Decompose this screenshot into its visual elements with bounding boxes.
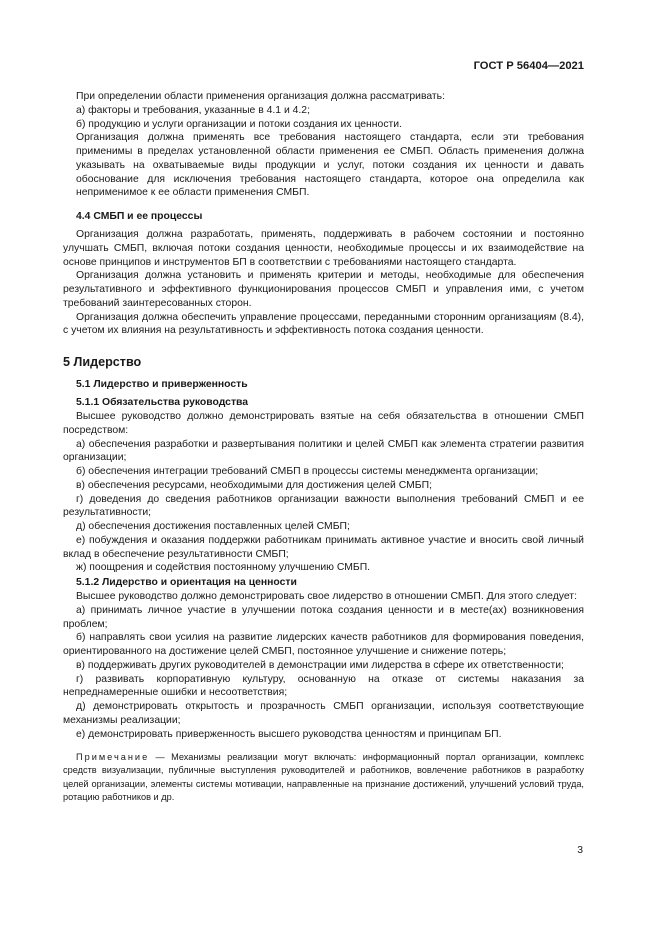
list-item: Высшее руководство должно демонстрировать взятые на себя обязательства в отношении СМБП посредством:: [63, 411, 584, 436]
list-item: а) факторы и требования, указанные в 4.1 и 4.2;: [76, 104, 310, 116]
paragraph: Организация должна применять все требования настоящего стандарта, если эти требования применимы в пределах установленной области применения ее СМБП. Область применения должна указывать на охватываемые виды продукции и услуг, потоки создания их ценности и давать обоснование для исключения требования настоящего стандарта, которое она определила как неприменимое к ее области применения СМБП.: [76, 132, 584, 199]
subsection-heading: 5.1.2 Лидерство и ориентация на ценности: [76, 577, 297, 588]
page-number: 3: [577, 845, 583, 856]
leadership-list: [63, 590, 584, 741]
list-item: д) обеспечения достижения поставленных целей СМБП;: [76, 521, 350, 532]
list-item: г) доведения до сведения работников организации важности выполнения требований СМБП и ее результативности;: [63, 493, 584, 519]
list-item: а) принимать личное участие в улучшении потока создания ценности и в месте(ах) возникновения проблем;: [63, 604, 584, 630]
list-item: б) обеспечения интеграции требований СМБП в процессы системы менеджмента организации;: [76, 466, 539, 477]
list-item: е) демонстрировать приверженность высшего руководства ценностям и принципам БП.: [76, 728, 502, 740]
list-item: в) поддерживать других руководителей в демонстрации ими лидерства в сфере их ответственности;: [76, 659, 564, 671]
list-item: б) направлять свои усилия на развитие лидерских качеств работников для формирования поведения, ориентированного на достижение целей СМБП, постоянное улучшение и снижение потерь;: [63, 632, 584, 657]
note-text: — Механизмы реализации могут включать: информационный портал организации, комплекс средств визуализации, публичные выступления руководителей и работников, вовлечение работников в разработку целей организации, элементы системы мотивации, направленные на признание достижений, улучшений условий труда, ротацию работников и др.: [63, 752, 584, 802]
chapter-heading: 5 Лидерство: [63, 355, 142, 369]
paragraph: При определении области применения организация должна рассматривать:: [76, 91, 445, 102]
paragraph: Организация должна установить и применять критерии и методы, необходимые для обеспечения результативного и эффективного функционирования процессов СМБП и управления ими, с учетом требований заинтересованных сторон.: [63, 270, 584, 309]
section-heading: 5.1 Лидерство и приверженность: [76, 379, 248, 390]
list-item: а) обеспечения разработки и развертывания политики и целей СМБП как элемента стратегии развития организации;: [63, 438, 584, 464]
list-item: ж) поощрения и содействия постоянному улучшению СМБП.: [76, 562, 371, 574]
page-content: [63, 90, 584, 804]
section-heading: 4.4 СМБП и ее процессы: [76, 211, 203, 222]
list-item: в) обеспечения ресурсами, необходимыми для достижения целей СМБП;: [76, 479, 432, 491]
paragraph: Организация должна разработать, применять, поддерживать в рабочем состоянии и постоянно улучшать СМБП, включая потоки создания ценности, необходимые процессы и их взаимодействие на основе принципов и инструментов БП в соответствии с требованиями настоящего стандарта.: [63, 229, 584, 268]
list-item: д) демонстрировать открытость и прозрачность СМБП организации, используя соответствующие механизмы реализации;: [63, 701, 584, 726]
obligations-list: [63, 410, 584, 575]
list-item: б) продукцию и услуги организации и потоки создания их ценности.: [76, 118, 402, 130]
subsection-heading: 5.1.1 Обязательства руководства: [76, 397, 249, 408]
document-id: ГОСТ Р 56404—2021: [473, 60, 584, 72]
note: [63, 751, 584, 804]
list-item: Высшее руководство должно демонстрировать свое лидерство в отношении СМБП. Для этого следует:: [76, 591, 577, 602]
list-item: г) развивать корпоративную культуру, основанную на отказе от системы наказания за непреднамеренные ошибки и несоответствия;: [63, 673, 584, 699]
note-label: Примечание: [76, 752, 150, 763]
paragraph: Организация должна обеспечить управление процессами, переданными сторонним организациям (8.4), с учетом их влияния на результативность и эффективность потока создания ценности.: [63, 311, 584, 337]
list-item: е) побуждения и оказания поддержки работникам принимать активное участие и вносить свой личный вклад в обеспечение результативности СМБП;: [63, 534, 584, 560]
